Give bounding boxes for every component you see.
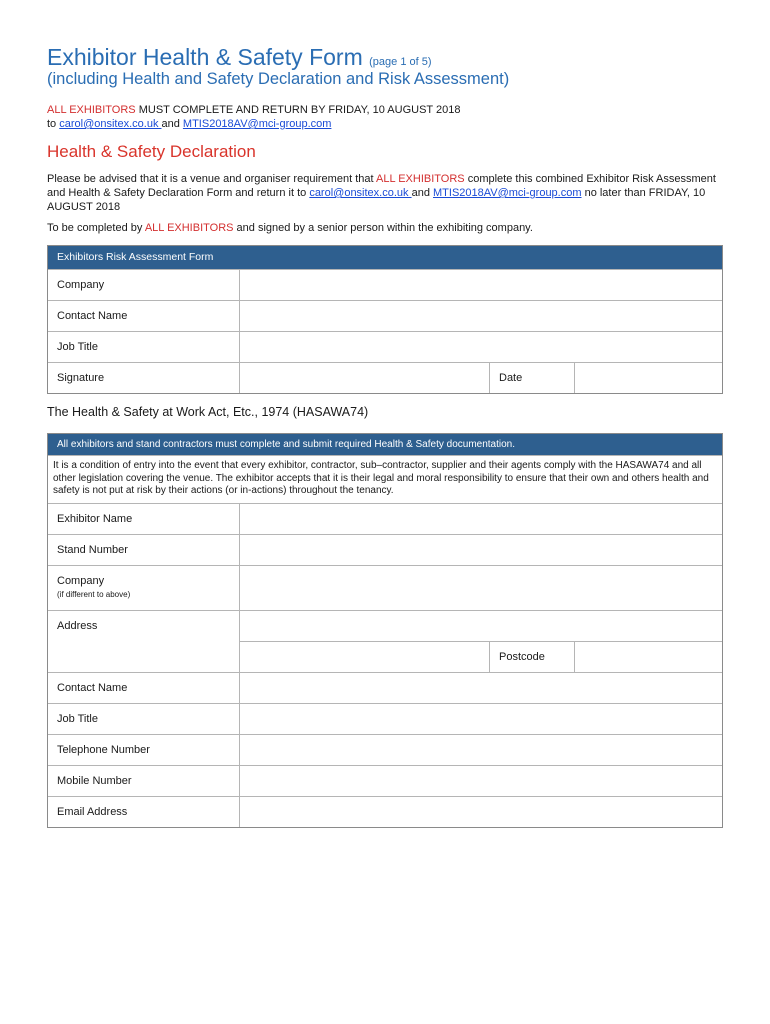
stand-number-field[interactable] <box>240 535 722 565</box>
decl-text-c: no later than FRIDAY, 10 AUGUST 2018 <box>47 187 706 213</box>
row-job-title <box>48 331 722 362</box>
exhibitor-name-field[interactable] <box>240 504 722 534</box>
job-title-2-field[interactable] <box>240 704 722 734</box>
deadline-to: to <box>47 118 60 130</box>
deadline-and: and <box>161 118 183 130</box>
hasawa-table <box>47 433 723 828</box>
declaration-heading: Health & Safety Declaration <box>47 142 256 161</box>
email-field[interactable] <box>240 797 722 827</box>
page-indicator: (page 1 of 5) <box>369 56 432 68</box>
deadline-all-exhibitors: ALL EXHIBITORS <box>47 104 136 116</box>
completion-all-exhibitors: ALL EXHIBITORS <box>144 222 234 234</box>
row-address <box>48 610 722 672</box>
date-field[interactable] <box>575 363 722 393</box>
deadline-text: MUST COMPLETE AND RETURN BY FRIDAY, 10 AUGUST 2018 <box>135 104 461 116</box>
label-mobile: Mobile Number <box>48 766 240 796</box>
contact-name-field[interactable] <box>240 301 722 331</box>
address-line-field[interactable] <box>240 611 722 642</box>
deadline-notice <box>47 103 723 131</box>
job-title-field[interactable] <box>240 332 722 362</box>
label-stand-number: Stand Number <box>48 535 240 565</box>
decl-email-link-mtis[interactable]: MTIS2018AV@mci-group.com <box>433 187 582 199</box>
row-mobile <box>48 765 722 796</box>
risk-form-header: Exhibitors Risk Assessment Form <box>48 246 722 269</box>
label-company: Company <box>48 270 240 300</box>
label-email: Email Address <box>48 797 240 827</box>
hasawa-banner: All exhibitors and stand contractors must complete and submit required Health & Safety documentation. <box>48 434 722 455</box>
company-note: (if different to above) <box>57 589 131 599</box>
condition-of-entry: It is a condition of entry into the event that every exhibitor, contractor, sub–contractor, supplier and their agents comply with the HASAWA74 and all other legislation covering the venue. The exhibitor accepts that it is their legal and moral responsibility to ensure that their own and others health and safety is not put at risk by their actions (or in-actions) throughout the tenancy. <box>48 455 722 503</box>
mobile-field[interactable] <box>240 766 722 796</box>
row-email <box>48 796 722 827</box>
address-line-2-field[interactable] <box>240 642 490 672</box>
company-alt-field[interactable] <box>240 566 722 610</box>
decl-text-b: complete this combined Exhibitor Risk Assessment and Health & Safety Declaration Form and return it to <box>47 173 716 199</box>
completion-text-a: To be completed by <box>47 222 145 234</box>
completion-paragraph <box>47 222 723 234</box>
decl-email-link-carol[interactable]: carol@onsitex.co.uk <box>309 187 412 199</box>
address-area <box>240 611 722 672</box>
row-stand-number <box>48 534 722 565</box>
email-link-carol[interactable]: carol@onsitex.co.uk <box>59 118 162 130</box>
row-contact-name-2 <box>48 672 722 703</box>
decl-text-a: Please be advised that it is a venue and organiser requirement that <box>47 173 376 185</box>
label-signature: Signature <box>48 363 240 393</box>
label-contact-name-2: Contact Name <box>48 673 240 703</box>
hasawa-heading: The Health & Safety at Work Act, Etc., 1974 (HASAWA74) <box>47 405 369 419</box>
declaration-paragraph <box>47 172 723 214</box>
label-date: Date <box>490 363 575 393</box>
label-contact-name: Contact Name <box>48 301 240 331</box>
label-address: Address <box>48 611 240 672</box>
row-exhibitor-name <box>48 503 722 534</box>
email-link-mtis[interactable]: MTIS2018AV@mci-group.com <box>182 118 332 130</box>
label-company-alt-text: Company <box>57 574 105 587</box>
postcode-row <box>240 642 722 672</box>
label-exhibitor-name: Exhibitor Name <box>48 504 240 534</box>
label-postcode: Postcode <box>490 642 575 672</box>
contact-name-2-field[interactable] <box>240 673 722 703</box>
risk-assessment-table <box>47 245 723 394</box>
company-field[interactable] <box>240 270 722 300</box>
telephone-field[interactable] <box>240 735 722 765</box>
page-title <box>47 44 432 71</box>
completion-text-b: and signed by a senior person within the exhibiting company. <box>233 222 533 234</box>
decl-all-exhibitors: ALL EXHIBITORS <box>376 173 465 185</box>
postcode-field[interactable] <box>575 642 722 672</box>
row-company <box>48 269 722 300</box>
label-job-title: Job Title <box>48 332 240 362</box>
row-job-title-2 <box>48 703 722 734</box>
row-contact-name <box>48 300 722 331</box>
page-subtitle: (including Health and Safety Declaration and Risk Assessment) <box>47 70 510 88</box>
title-text: Exhibitor Health & Safety Form <box>47 44 363 70</box>
decl-and: and <box>411 187 433 199</box>
label-telephone: Telephone Number <box>48 735 240 765</box>
row-telephone <box>48 734 722 765</box>
signature-field[interactable] <box>240 363 490 393</box>
label-job-title-2: Job Title <box>48 704 240 734</box>
row-signature <box>48 362 722 393</box>
label-company-alt <box>48 566 240 610</box>
row-company-alt <box>48 565 722 610</box>
